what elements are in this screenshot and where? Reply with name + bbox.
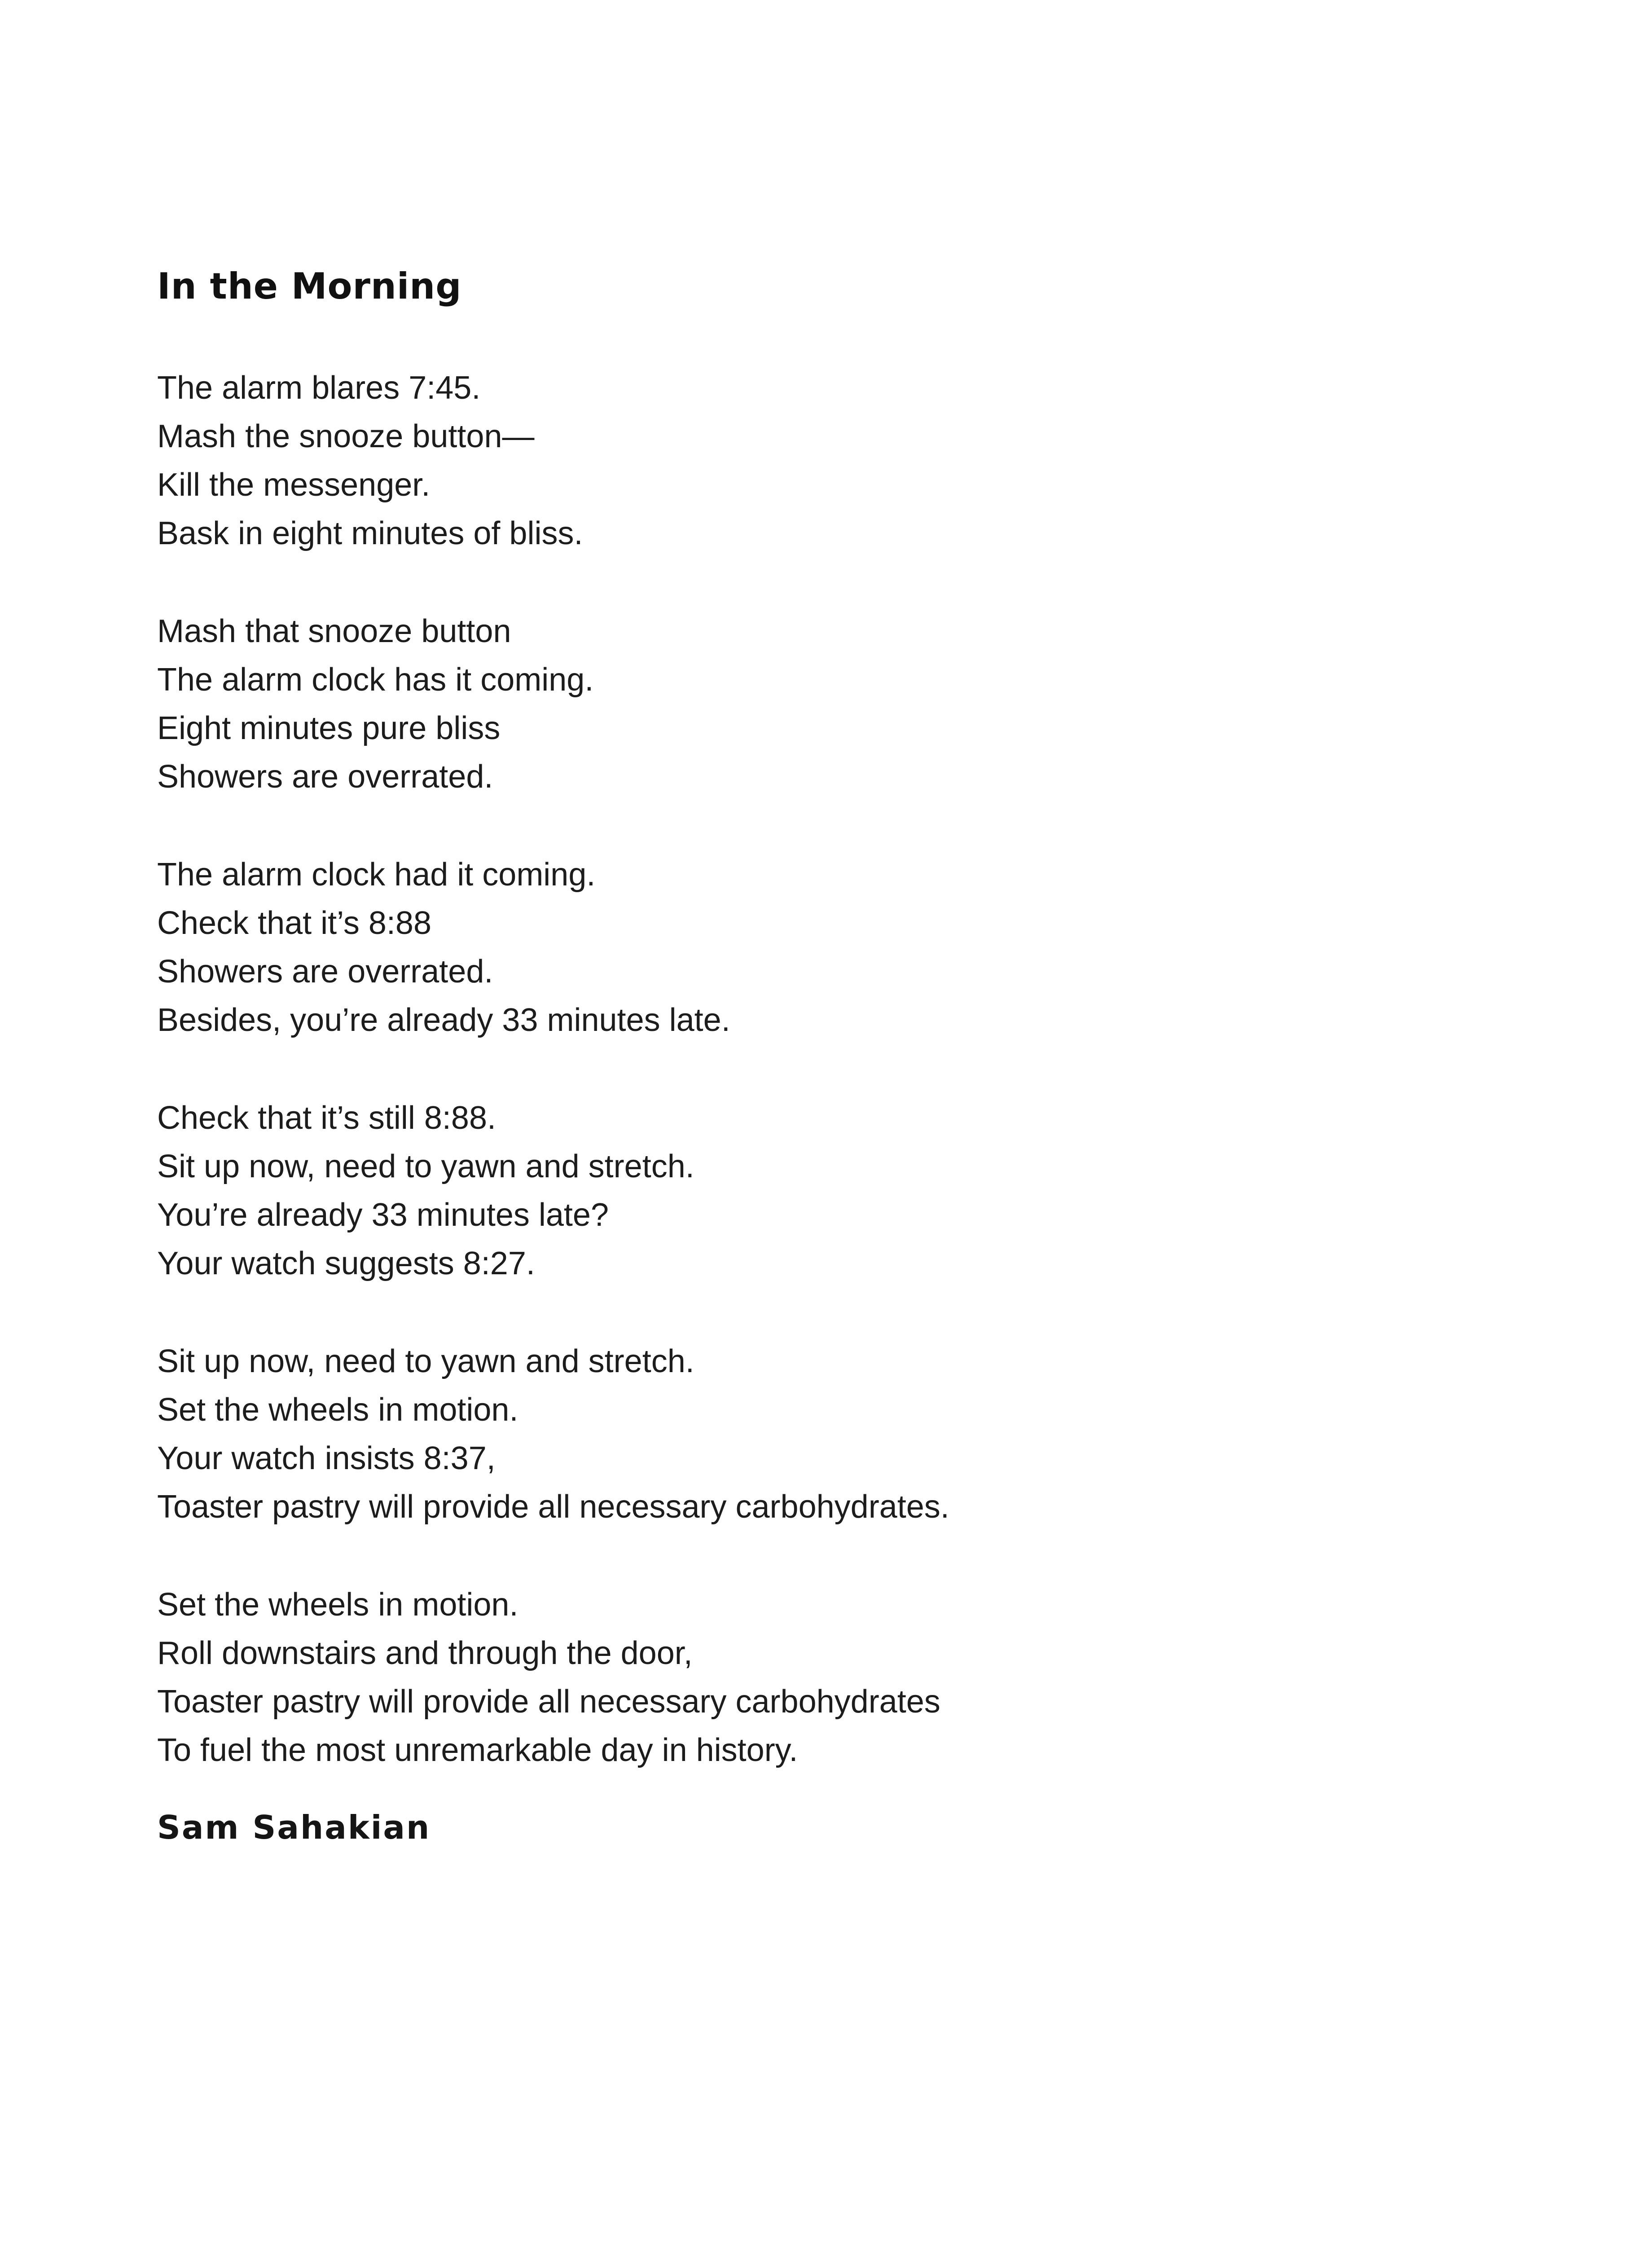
poem-line: You’re already 33 minutes late? bbox=[157, 1197, 609, 1233]
stanza-6 bbox=[157, 1580, 1459, 1774]
poem-line: Roll downstairs and through the door, bbox=[157, 1635, 693, 1671]
poem-line: Besides, you’re already 33 minutes late. bbox=[157, 1002, 730, 1038]
poem-line: Toaster pastry will provide all necessary carbohydrates. bbox=[157, 1489, 949, 1525]
stanza-1 bbox=[157, 364, 1459, 558]
poem-line: Showers are overrated. bbox=[157, 954, 493, 990]
poem-line: Your watch suggests 8:27. bbox=[157, 1246, 535, 1281]
poem-line: To fuel the most unremarkable day in history. bbox=[157, 1732, 798, 1768]
poem-line: Eight minutes pure bliss bbox=[157, 710, 501, 746]
poem-line: Mash the snooze button— bbox=[157, 418, 535, 454]
stanza-2 bbox=[157, 607, 1459, 801]
poem-line: Set the wheels in motion. bbox=[157, 1587, 518, 1623]
poem-line: Your watch insists 8:37, bbox=[157, 1440, 496, 1476]
poem-line: Sit up now, need to yawn and stretch. bbox=[157, 1343, 694, 1379]
poem-line: Showers are overrated. bbox=[157, 759, 493, 795]
stanza-4 bbox=[157, 1094, 1459, 1288]
author-name: Sam Sahakian bbox=[157, 1809, 431, 1846]
poem-body bbox=[157, 364, 1459, 1824]
poem-line: Check that it’s still 8:88. bbox=[157, 1100, 496, 1136]
poem-line: The alarm blares 7:45. bbox=[157, 370, 481, 406]
poem-line: Check that it’s 8:88 bbox=[157, 905, 432, 941]
poem-line: The alarm clock has it coming. bbox=[157, 662, 594, 698]
poem-line: Toaster pastry will provide all necessary carbohydrates bbox=[157, 1684, 940, 1720]
stanza-3 bbox=[157, 850, 1459, 1044]
poem-line: The alarm clock had it coming. bbox=[157, 857, 596, 893]
poem-line: Sit up now, need to yawn and stretch. bbox=[157, 1149, 694, 1184]
poem-line: Bask in eight minutes of bliss. bbox=[157, 515, 583, 551]
stanza-5 bbox=[157, 1337, 1459, 1531]
poem-line: Kill the messenger. bbox=[157, 467, 431, 503]
poem-line: Set the wheels in motion. bbox=[157, 1392, 518, 1428]
poem-line: Mash that snooze button bbox=[157, 613, 511, 649]
poem-title: In the Morning bbox=[157, 265, 462, 307]
